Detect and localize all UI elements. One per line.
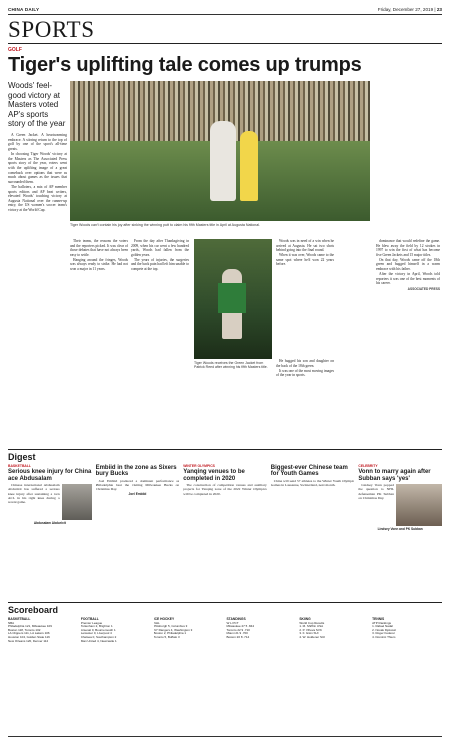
body-paragraph: dominance that would redefine the game. He blew away the field by 12 strokes in 1997 to win the first of what has become five Green Jackets and 15 major titles.: [376, 239, 440, 257]
score-column: [226, 617, 296, 739]
body-paragraph: Their teams, the reasons the voters and the reporters picked. It was clear of those debates that have not always been easy to settle.: [70, 239, 128, 257]
score-column: [372, 617, 442, 739]
score-header: BASKETBALL: [8, 617, 31, 621]
newspaper-page: [8, 6, 442, 743]
score-row: 4. W. Holdener SUI: [299, 635, 325, 639]
score-row: Arsenal 0, Bournemouth 1: [80, 628, 116, 632]
score-row: 2. Novak Djokovic: [372, 628, 397, 632]
score-header: ICE HOCKEY: [153, 617, 175, 621]
body-column: [276, 239, 334, 268]
far-column: [376, 239, 440, 291]
score-column: [81, 617, 151, 739]
body-column: [276, 359, 334, 379]
main-photo-caption: Tiger Woods can't contain his joy after sinking the winning putt to claim his fifth Masters title in April at Augusta National.: [70, 223, 261, 227]
headline: Tiger's uplifting tale comes up trumps: [8, 54, 362, 76]
story-right-area: [70, 81, 442, 468]
score-row: Chelsea 0, Southampton 2: [80, 635, 117, 639]
date-text: Friday, December 27, 2019: [377, 6, 434, 12]
body-paragraph: It was one of the most moving images of the year in sports.: [276, 368, 334, 378]
left-column: [8, 81, 70, 468]
digest-body: Joel Embiid produced a dominant performance as Philadelphia beat the visiting Milwaukee Bucks on Christmas Day.: [95, 478, 180, 492]
masthead: [8, 6, 442, 15]
score-header: FOOTBALL: [80, 617, 99, 621]
digest-kicker: WINTER OLYMPICS: [183, 464, 215, 468]
digest-item: [358, 464, 442, 568]
score-row: W L PCT: [226, 621, 239, 625]
page-number-right: 23: [436, 6, 442, 12]
masthead-logo: CHINA DAILY: [8, 6, 40, 12]
body-paragraph: The years of injuries, the surgeries and the back pain had left him unable to compete at the top.: [131, 257, 189, 271]
score-row: New Orleans 120, Denver 112: [8, 639, 49, 643]
score-column: [154, 617, 224, 739]
score-row: NBA: [8, 621, 15, 625]
section-title: SPORTS: [8, 19, 442, 44]
photo-golfer: [210, 121, 236, 201]
score-row: 2. P. Vlhova SVK: [299, 628, 322, 632]
digest-headline: Serious knee injury for China ace Abdusalam: [8, 469, 92, 482]
digest-headline: Embiid in the zone as Sixers bury Bucks: [95, 465, 177, 478]
score-header: TENNIS: [372, 617, 385, 621]
bottom-rule: [8, 736, 442, 737]
score-row: 1. M. Shiffrin USA: [299, 625, 324, 629]
score-row: Pittsburgh 5, Columbus 3: [153, 625, 188, 629]
digest-item: [183, 464, 267, 568]
score-row: Man United 4, Newcastle 1: [80, 639, 117, 643]
score-row: Miami 21 9 .700: [226, 632, 248, 636]
body-paragraph: After the victory in April, Woods told reporters it was one of the best moments of his career.: [376, 272, 440, 286]
digest-item: [271, 464, 355, 568]
digest-photo-caption: Lindsey Vonn and PK Subban: [377, 527, 423, 532]
score-header: SKIING: [299, 617, 311, 621]
score-row: Philadelphia 121, Milwaukee 109: [8, 625, 52, 629]
score-row: Premier League: [80, 621, 103, 625]
lead-story: [8, 81, 442, 468]
story-kicker: GOLF: [8, 47, 22, 53]
digest-item: [8, 464, 92, 568]
byline: ASSOCIATED PRESS: [407, 286, 440, 291]
score-row: ATP Rankings: [372, 621, 392, 625]
body-paragraph: From the day after Thanksgiving in 2009, when his car went a few hundred yards, Woods had fallen from the golden years.: [131, 239, 189, 257]
score-column: [8, 617, 78, 739]
score-row: Boston 118, Toronto 102: [8, 628, 41, 632]
score-row: 1. Rafael Nadal: [372, 625, 393, 629]
body-column: [131, 239, 189, 272]
lead-paragraph: A Green Jacket. A heartwarming embrace. A stirring return to the top of golf by one of the sport's all-time greats.: [8, 132, 67, 151]
score-row: LA Clippers 111, LA Lakers 106: [8, 632, 50, 636]
score-column: [299, 617, 369, 739]
scoreboard-grid: [8, 617, 442, 739]
digest-photo-caption: Joel Embiid: [128, 492, 147, 497]
digest-photo-caption: Abdusalam Abdurixit: [33, 521, 66, 526]
body-paragraph: On that day, Woods came off the 18th green and hugged himself in a warm embrace with his father.: [376, 257, 440, 271]
digest-body: China will send 57 athletes to the Winter Youth Olympic Games in Lausanne, Switzerland, next month.: [270, 478, 355, 488]
digest-photo: [396, 484, 442, 526]
score-row: Milwaukee 27 5 .844: [226, 625, 255, 629]
digest-kicker: BASKETBALL: [8, 464, 31, 468]
score-header: STANDINGS: [226, 617, 246, 621]
digest-item: [96, 464, 180, 568]
digest-title: Digest: [8, 452, 36, 462]
body-paragraph: When it was over, Woods came to the same spot where he'd won 22 years before.: [276, 253, 334, 267]
digest-body: The construction of competition venues and auxiliary projects for Yanqing zone of the 2022 Winter Olympics will be completed in 2020.: [183, 483, 267, 496]
secondary-photo-caption: Tiger Woods receives the Green Jacket from Patrick Reed after winning his fifth Masters title.: [194, 361, 268, 370]
body-paragraph: Hanging around the fringes, Woods was always ready to strike. He had not won a major in 11 years.: [70, 257, 128, 271]
digest-section: [8, 449, 442, 568]
digest-headline: Vonn to marry again after Subban says 'yes': [358, 469, 431, 482]
scoreboard-title: Scoreboard: [8, 605, 59, 615]
lead-paragraph: The balloters, a mix of AP member sports editors and AP beat writers, elevated Woods' touching victory at Augusta National over the runner-up entry, the US women's soccer team's victory at the World Cup.: [8, 185, 67, 213]
digest-headline: Biggest-ever Chinese team for Youth Games: [270, 465, 348, 478]
digest-body: Chinese international Abdusalam Abdurixit has suffered a serious knee injury after sustaining a torn ACL in his right knee during a recent game.: [8, 483, 60, 505]
secondary-photo: [194, 239, 272, 359]
masthead-date: Friday, December 27, 2019 | 23: [377, 6, 442, 12]
score-row: World Cup Results: [299, 621, 325, 625]
score-row: Boston 20 8 .714: [226, 635, 250, 639]
digest-body: Lindsey Vonn popped the question to NHL defenseman PK Subban on Christmas Day.: [358, 483, 394, 500]
body-paragraph: Woods was in need of a win when he arrived at Augusta. He sat two shots behind going into the final round.: [276, 239, 334, 252]
digest-headline: Yanqing venues to be completed in 2020: [183, 469, 245, 482]
score-row: Tottenham 2, Brighton 1: [80, 625, 113, 629]
score-row: Leicester 0, Liverpool 4: [80, 632, 112, 636]
score-row: 3. Roger Federer: [372, 632, 395, 636]
score-row: NHL: [153, 621, 160, 625]
main-photo: [70, 81, 370, 221]
score-row: Houston 104, Golden State 116: [8, 635, 50, 639]
score-row: Toronto 5, Buffalo 3: [153, 635, 180, 639]
body-paragraph: He hugged his son and daughter on the back of the 18th green.: [276, 359, 334, 368]
score-row: Toronto 22 9 .710: [226, 628, 250, 632]
lead-paragraph: In choosing Tiger Woods' victory at the Masters as The Associated Press sports story of the year, voters went with the uplifting image of a great comeback over options that were as much about games as the issues that surrounded them.: [8, 152, 67, 184]
scoreboard-section: [8, 602, 442, 739]
body-column: [70, 239, 128, 272]
lead-text: [8, 133, 67, 213]
digest-grid: [8, 464, 442, 568]
score-row: 4. Dominic Thiem: [372, 635, 396, 639]
score-row: Boston 2, Philadelphia 1: [153, 632, 187, 636]
digest-photo: [62, 484, 92, 520]
score-row: 3. F. Gisin SUI: [299, 632, 319, 636]
photo-caddie: [240, 131, 258, 201]
green-jacket: [218, 283, 246, 313]
story-deck: Woods' feel-good victory at Masters voted AP's sports story of the year: [8, 81, 66, 129]
score-row: NY Rangers 4, Washington 3: [153, 628, 193, 632]
digest-kicker: CELEBRITY: [358, 464, 378, 468]
